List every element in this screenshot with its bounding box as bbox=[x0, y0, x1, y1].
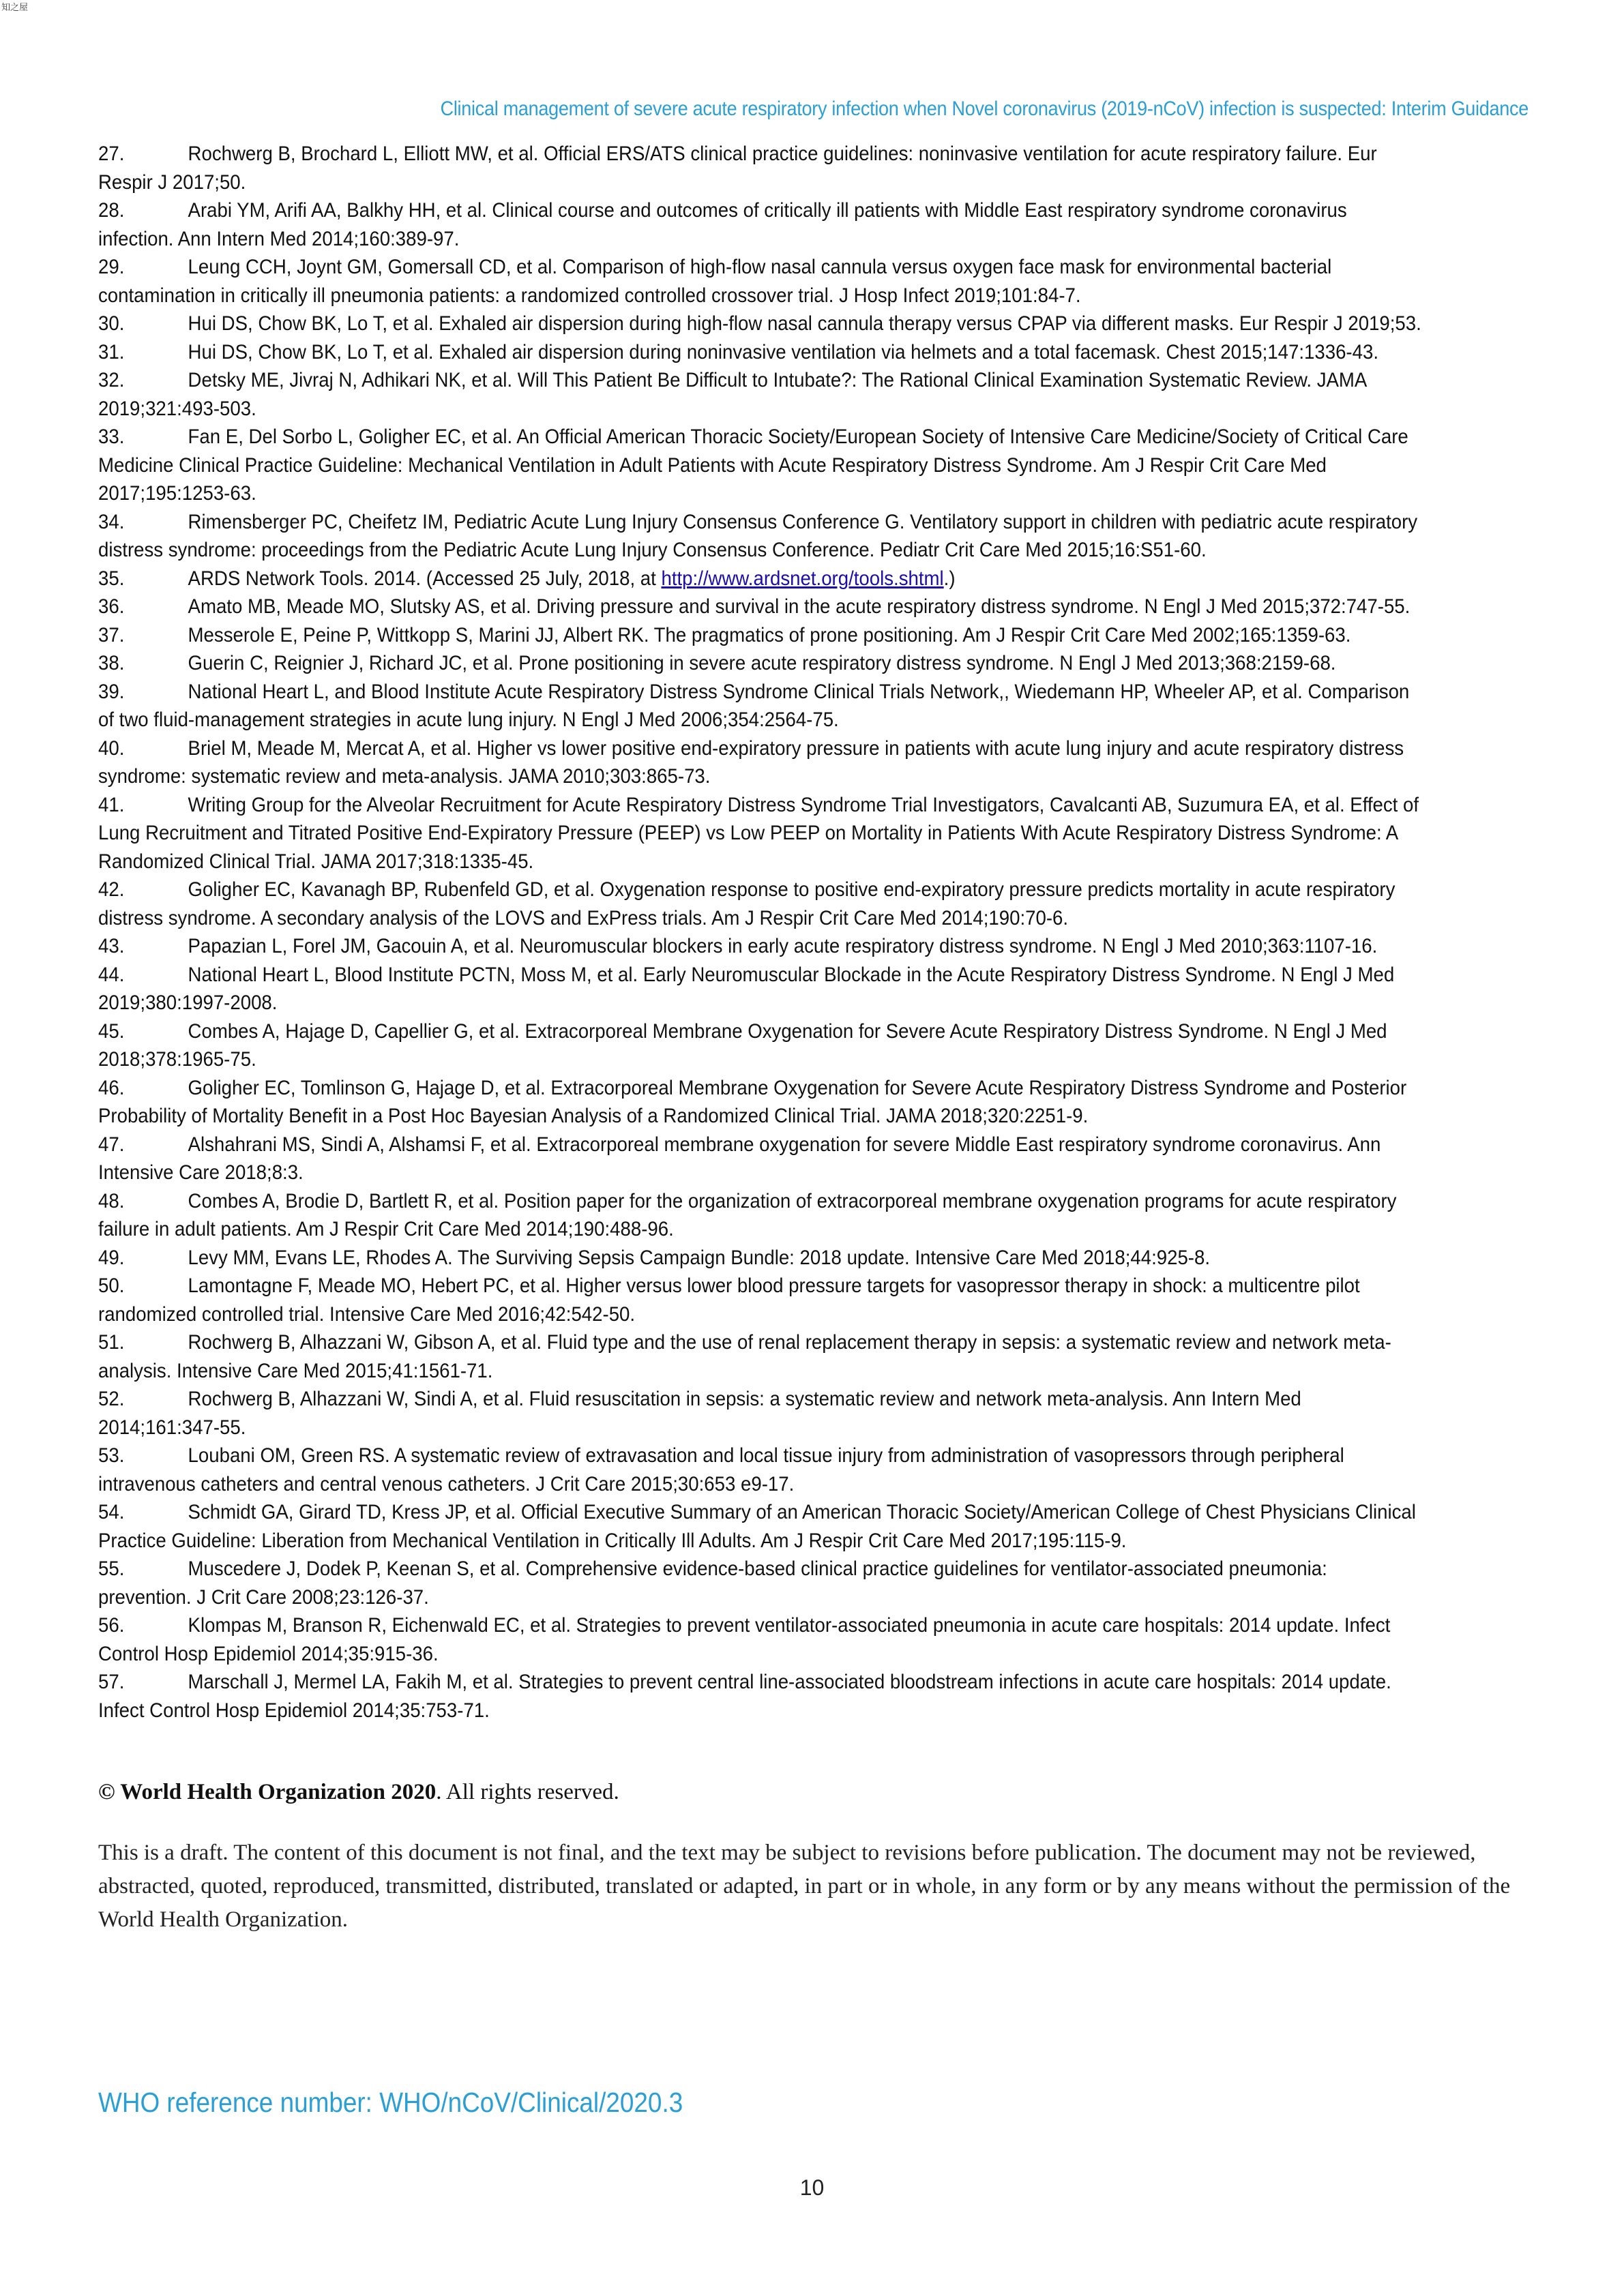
reference-text: Guerin C, Reignier J, Richard JC, et al. Prone positioning in severe acute respiratory distress syndrome. N Engl J Med 2013;368:2159-68. bbox=[188, 652, 1336, 674]
reference-number: 30. bbox=[98, 312, 125, 335]
reference-item bbox=[98, 366, 1422, 423]
reference-number: 39. bbox=[98, 680, 125, 703]
who-reference-number: WHO reference number: WHO/nCoV/Clinical/2020.3 bbox=[98, 2087, 683, 2118]
reference-item bbox=[98, 621, 1422, 650]
reference-item bbox=[98, 1442, 1422, 1498]
reference-item bbox=[98, 1668, 1422, 1725]
reference-text: Rimensberger PC, Cheifetz IM, Pediatric Acute Lung Injury Consensus Conference G. Ventilatory support in children with pediatric acute respiratory distress syndrome: proceedings from the Pediatric Acute Lung Injury Consensus Conference. Pediatr Crit Care Med 2015;16:S51-60. bbox=[98, 510, 1418, 561]
reference-text: Klompas M, Branson R, Eichenwald EC, et al. Strategies to prevent ventilator-associated pneumonia in acute care hospitals: 2014 update. Infect Control Hosp Epidemiol 2014;35:915-36. bbox=[98, 1614, 1391, 1665]
reference-text: National Heart L, and Blood Institute Acute Respiratory Distress Syndrome Clinical Trials Network,, Wiedemann HP, Wheeler AP, et al. Comparison of two fluid-management strategies in acute lung injury. N Engl J Med 2006;354:2564-75. bbox=[98, 680, 1410, 731]
reference-item bbox=[98, 678, 1422, 734]
reference-number: 47. bbox=[98, 1133, 125, 1156]
copyright-line bbox=[98, 1780, 619, 1805]
reference-text: Writing Group for the Alveolar Recruitment for Acute Respiratory Distress Syndrome Trial Investigators, Cavalcanti AB, Suzumura EA, et al. Effect of Lung Recruitment and Titrated Positive End-Expiratory Pressure (PEEP) vs Low PEEP on Mortality in Patients With Acute Respiratory Distress Syndrome: A Randomized Clinical Trial. JAMA 2017;318:1335-45. bbox=[98, 793, 1419, 873]
reference-number: 44. bbox=[98, 963, 125, 986]
reference-text: Marschall J, Mermel LA, Fakih M, et al. Strategies to prevent central line-associated bloodstream infections in acute care hospitals: 2014 update. Infect Control Hosp Epidemiol 2014;35:753-71. bbox=[98, 1671, 1391, 1722]
reference-number: 53. bbox=[98, 1444, 125, 1467]
reference-text: Detsky ME, Jivraj N, Adhikari NK, et al. Will This Patient Be Difficult to Intubate?: The Rational Clinical Examination Systematic Review. JAMA 2019;321:493-503. bbox=[98, 369, 1366, 420]
reference-number: 51. bbox=[98, 1331, 125, 1354]
reference-text: Lamontagne F, Meade MO, Hebert PC, et al. Higher versus lower blood pressure targets for vasopressor therapy in shock: a multicentre pilot randomized controlled trial. Intensive Care Med 2016;42:542-50. bbox=[98, 1274, 1360, 1326]
reference-text: Rochwerg B, Brochard L, Elliott MW, et al. Official ERS/ATS clinical practice guidelines: noninvasive ventilation for acute respiratory failure. Eur Respir J 2017;50. bbox=[98, 143, 1377, 194]
reference-number: 27. bbox=[98, 143, 125, 165]
reference-number: 42. bbox=[98, 878, 125, 901]
reference-number: 48. bbox=[98, 1189, 125, 1212]
reference-text: Alshahrani MS, Sindi A, Alshamsi F, et al. Extracorporeal membrane oxygenation for severe Middle East respiratory syndrome coronavirus. Ann Intensive Care 2018;8:3. bbox=[98, 1133, 1381, 1184]
reference-text-suffix: .) bbox=[943, 567, 956, 590]
reference-text: Papazian L, Forel JM, Gacouin A, et al. Neuromuscular blockers in early acute respiratory distress syndrome. N Engl J Med 2010;363:1107-16. bbox=[188, 935, 1378, 957]
reference-number: 38. bbox=[98, 652, 125, 674]
reference-text: Amato MB, Meade MO, Slutsky AS, et al. Driving pressure and survival in the acute respiratory distress syndrome. N Engl J Med 2015;372:747-55. bbox=[188, 595, 1411, 618]
reference-number: 37. bbox=[98, 623, 125, 646]
reference-item bbox=[98, 1244, 1422, 1272]
reference-number: 34. bbox=[98, 510, 125, 533]
reference-text: Levy MM, Evans LE, Rhodes A. The Surviving Sepsis Campaign Bundle: 2018 update. Intensive Care Med 2018;44:925-8. bbox=[188, 1246, 1211, 1269]
draft-notice: This is a draft. The content of this document is not final, and the text may be subject to revisions before publication. The document may not be reviewed, abstracted, quoted, reproduced, transmitted, distributed, translated or adapted, in part or in whole, in any form or by any means without the permission of the World Health Organization. bbox=[98, 1840, 1511, 1932]
reference-number: 41. bbox=[98, 793, 125, 816]
reference-item bbox=[98, 876, 1422, 932]
reference-number: 54. bbox=[98, 1501, 125, 1523]
reference-list bbox=[98, 140, 1422, 1725]
reference-text: Messerole E, Peine P, Wittkopp S, Marini JJ, Albert RK. The pragmatics of prone positioning. Am J Respir Crit Care Med 2002;165:1359-63. bbox=[188, 623, 1351, 646]
reference-text: Goligher EC, Tomlinson G, Hajage D, et al. Extracorporeal Membrane Oxygenation for Severe Acute Respiratory Distress Syndrome and Posterior Probability of Mortality Benefit in a Post Hoc Bayesian Analysis of a Randomized Clinical Trial. JAMA 2018;320:2251-9. bbox=[98, 1076, 1407, 1127]
reference-number: 31. bbox=[98, 340, 125, 363]
running-header: Clinical management of severe acute respiratory infection when Novel coronavirus (2019-nCoV) infection is suspected: Interim Guidance bbox=[440, 98, 1529, 120]
reference-item bbox=[98, 140, 1422, 196]
reference-item bbox=[98, 1272, 1422, 1328]
reference-text: Leung CCH, Joynt GM, Gomersall CD, et al. Comparison of high-flow nasal cannula versus oxygen face mask for environmental bacterial contamination in critically ill pneumonia patients: a randomized controlled crossover trial. J Hosp Infect 2019;101:84-7. bbox=[98, 256, 1332, 307]
reference-link[interactable]: http://www.ardsnet.org/tools.shtml bbox=[661, 567, 944, 590]
reference-item bbox=[98, 1498, 1422, 1555]
reference-number: 50. bbox=[98, 1274, 125, 1297]
reference-text: Fan E, Del Sorbo L, Goligher EC, et al. An Official American Thoracic Society/European Society of Intensive Care Medicine/Society of Critical Care Medicine Clinical Practice Guideline: Mechanical Ventilation in Adult Patients with Acute Respiratory Distress Syndrome. Am J Respir Crit Care Med 2017;195:1253-63. bbox=[98, 426, 1408, 505]
reference-text: ARDS Network Tools. 2014. (Accessed 25 July, 2018, at bbox=[188, 567, 662, 590]
reference-item bbox=[98, 1017, 1422, 1074]
reference-text: Briel M, Meade M, Mercat A, et al. Higher vs lower positive end-expiratory pressure in patients with acute lung injury and acute respiratory distress syndrome: systematic review and meta-analysis. JAMA 2010;303:865-73. bbox=[98, 736, 1404, 788]
reference-number: 43. bbox=[98, 935, 125, 957]
reference-text: Rochwerg B, Alhazzani W, Sindi A, et al. Fluid resuscitation in sepsis: a systematic review and network meta-analysis. Ann Intern Med 2014;161:347-55. bbox=[98, 1388, 1301, 1439]
reference-text: Schmidt GA, Girard TD, Kress JP, et al. Official Executive Summary of an American Thoracic Society/American College of Chest Physicians Clinical Practice Guideline: Liberation from Mechanical Ventilation in Critically Ill Adults. Am J Respir Crit Care Med 2017;195:115-9. bbox=[98, 1501, 1416, 1552]
corner-watermark: 知之屋 bbox=[1, 3, 29, 13]
reference-item bbox=[98, 423, 1422, 508]
reference-item bbox=[98, 1074, 1422, 1131]
reference-number: 46. bbox=[98, 1076, 125, 1099]
reference-text: Hui DS, Chow BK, Lo T, et al. Exhaled air dispersion during high-flow nasal cannula therapy versus CPAP via different masks. Eur Respir J 2019;53. bbox=[188, 312, 1421, 335]
reference-number: 28. bbox=[98, 199, 125, 222]
reference-text: National Heart L, Blood Institute PCTN, Moss M, et al. Early Neuromuscular Blockade in the Acute Respiratory Distress Syndrome. N Engl J Med 2019;380:1997-2008. bbox=[98, 963, 1395, 1014]
reference-item bbox=[98, 196, 1422, 253]
reference-item bbox=[98, 1187, 1422, 1244]
page-number: 10 bbox=[799, 2175, 825, 2200]
reference-number: 49. bbox=[98, 1246, 125, 1269]
reference-number: 32. bbox=[98, 369, 125, 391]
reference-text: Loubani OM, Green RS. A systematic review of extravasation and local tissue injury from administration of vasopressors through peripheral intravenous catheters and central venous catheters. J Crit Care 2015;30:653 e9-17. bbox=[98, 1444, 1344, 1495]
reference-number: 36. bbox=[98, 595, 125, 618]
reference-item bbox=[98, 593, 1422, 621]
reference-item bbox=[98, 508, 1422, 565]
reference-text: Combes A, Hajage D, Capellier G, et al. Extracorporeal Membrane Oxygenation for Severe Acute Respiratory Distress Syndrome. N Engl J Med 2018;378:1965-75. bbox=[98, 1019, 1387, 1071]
reference-number: 40. bbox=[98, 736, 125, 760]
reference-item bbox=[98, 1555, 1422, 1611]
reference-number: 45. bbox=[98, 1019, 125, 1043]
reference-item bbox=[98, 1131, 1422, 1187]
reference-number: 29. bbox=[98, 256, 125, 278]
copyright-holder: © World Health Organization 2020 bbox=[98, 1780, 437, 1804]
reference-text: Rochwerg B, Alhazzani W, Gibson A, et al. Fluid type and the use of renal replacement therapy in sepsis: a systematic review and network meta-analysis. Intensive Care Med 2015;41:1561-71. bbox=[98, 1331, 1391, 1382]
reference-number: 55. bbox=[98, 1557, 125, 1580]
reference-item bbox=[98, 253, 1422, 310]
reference-item bbox=[98, 1328, 1422, 1385]
reference-text: Arabi YM, Arifi AA, Balkhy HH, et al. Clinical course and outcomes of critically ill patients with Middle East respiratory syndrome coronavirus infection. Ann Intern Med 2014;160:389-97. bbox=[98, 199, 1347, 250]
reference-text: Goligher EC, Kavanagh BP, Rubenfeld GD, et al. Oxygenation response to positive end-expiratory pressure predicts mortality in acute respiratory distress syndrome. A secondary analysis of the LOVS and ExPress trials. Am J Respir Crit Care Med 2014;190:70-6. bbox=[98, 878, 1396, 929]
reference-item bbox=[98, 565, 1422, 593]
reference-number: 56. bbox=[98, 1614, 125, 1637]
reference-item bbox=[98, 791, 1422, 876]
reference-item bbox=[98, 310, 1422, 338]
reference-text: Hui DS, Chow BK, Lo T, et al. Exhaled air dispersion during noninvasive ventilation via helmets and a total facemask. Chest 2015;147:1336-43. bbox=[188, 340, 1379, 363]
reference-item bbox=[98, 649, 1422, 678]
reference-item bbox=[98, 338, 1422, 367]
reference-number: 57. bbox=[98, 1671, 125, 1693]
reference-number: 52. bbox=[98, 1388, 125, 1410]
reference-item bbox=[98, 734, 1422, 791]
copyright-rights: . All rights reserved. bbox=[436, 1780, 619, 1804]
reference-number: 33. bbox=[98, 426, 125, 448]
reference-item bbox=[98, 961, 1422, 1017]
reference-number: 35. bbox=[98, 567, 125, 590]
reference-item bbox=[98, 1385, 1422, 1442]
reference-text: Muscedere J, Dodek P, Keenan S, et al. Comprehensive evidence-based clinical practice guidelines for ventilator-associated pneumonia: prevention. J Crit Care 2008;23:126-37. bbox=[98, 1557, 1327, 1609]
reference-item bbox=[98, 1611, 1422, 1668]
reference-item bbox=[98, 932, 1422, 961]
reference-text: Combes A, Brodie D, Bartlett R, et al. Position paper for the organization of extracorporeal membrane oxygenation programs for acute respiratory failure in adult patients. Am J Respir Crit Care Med 2014;190:488-96. bbox=[98, 1189, 1397, 1240]
